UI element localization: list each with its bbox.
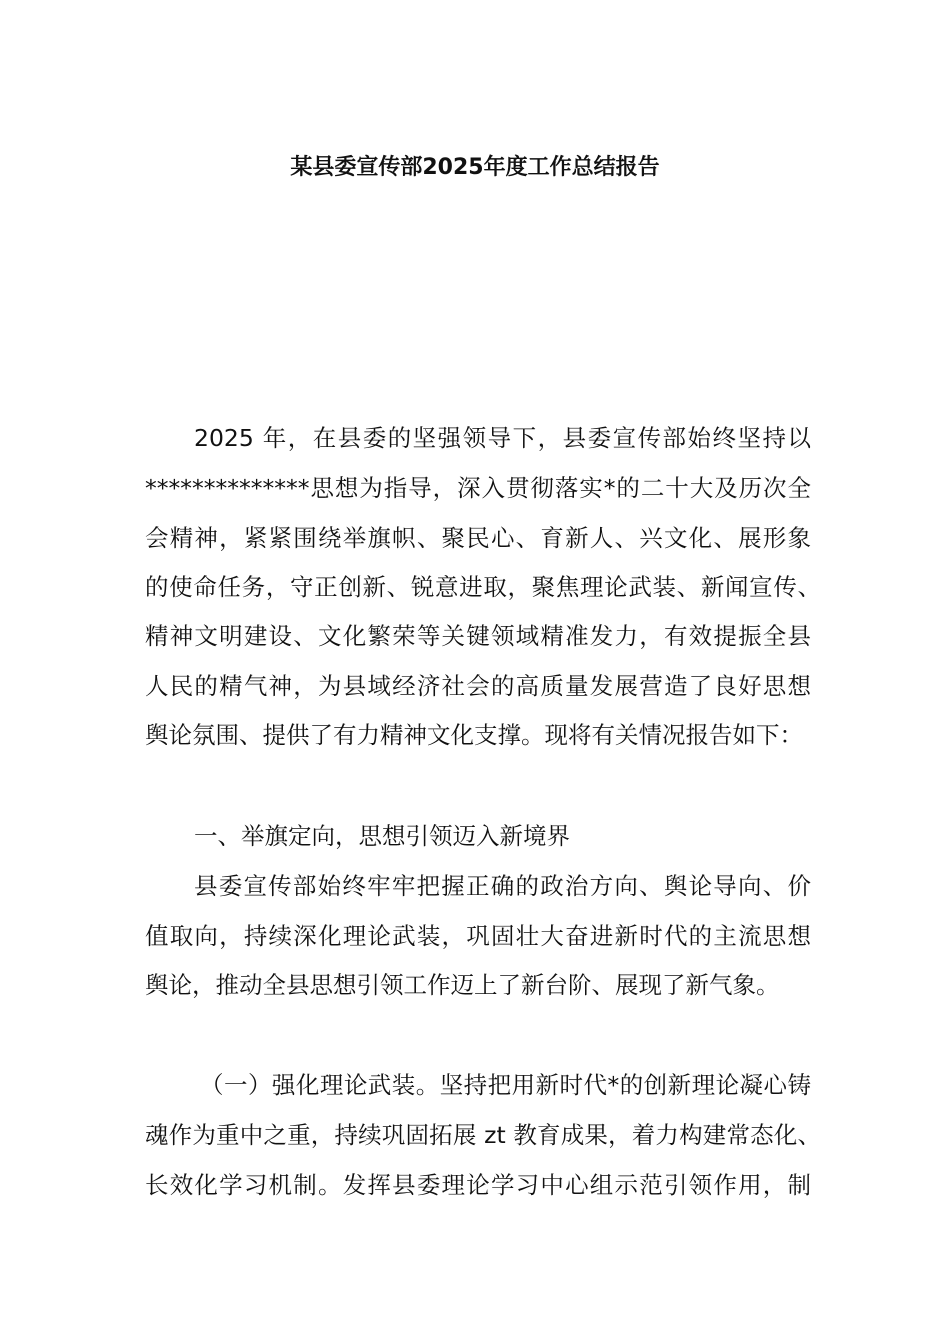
section-heading: 一、举旗定向，思想引领迈入新境界: [194, 822, 570, 850]
paragraph-line: 的使命任务，守正创新、锐意进取，聚焦理论武装、新闻宣传、: [145, 573, 821, 601]
paragraph-line: 魂作为重中之重，持续巩固拓展 zt 教育成果，着力构建常态化、: [145, 1121, 821, 1149]
paragraph-line: 值取向，持续深化理论武装，巩固壮大奋进新时代的主流思想: [145, 922, 811, 950]
paragraph-line: 2025 年，在县委的坚强领导下，县委宣传部始终坚持以: [194, 424, 811, 452]
paragraph-line: 县委宣传部始终牢牢把握正确的政治方向、舆论导向、价: [194, 872, 811, 900]
paragraph-line: 舆论氛围、提供了有力精神文化支撑。现将有关情况报告如下：: [145, 721, 803, 749]
paragraph-line: 精神文明建设、文化繁荣等关键领域精准发力，有效提振全县: [145, 622, 811, 650]
paragraph-line: **************思想为指导，深入贯彻落实*的二十大及历次全: [145, 474, 811, 502]
paragraph-line: 长效化学习机制。发挥县委理论学习中心组示范引领作用，制: [145, 1171, 811, 1199]
paragraph-line: （一）强化理论武装。坚持把用新时代*的创新理论凝心铸: [200, 1071, 811, 1099]
paragraph-line: 舆论，推动全县思想引领工作迈上了新台阶、展现了新气象。: [145, 971, 780, 999]
paragraph-line: 会精神，紧紧围绕举旗帜、聚民心、育新人、兴文化、展形象: [145, 524, 811, 552]
paragraph-line: 人民的精气神，为县域经济社会的高质量发展营造了良好思想: [145, 672, 811, 700]
document-title: 某县委宣传部2025年度工作总结报告: [290, 155, 660, 180]
